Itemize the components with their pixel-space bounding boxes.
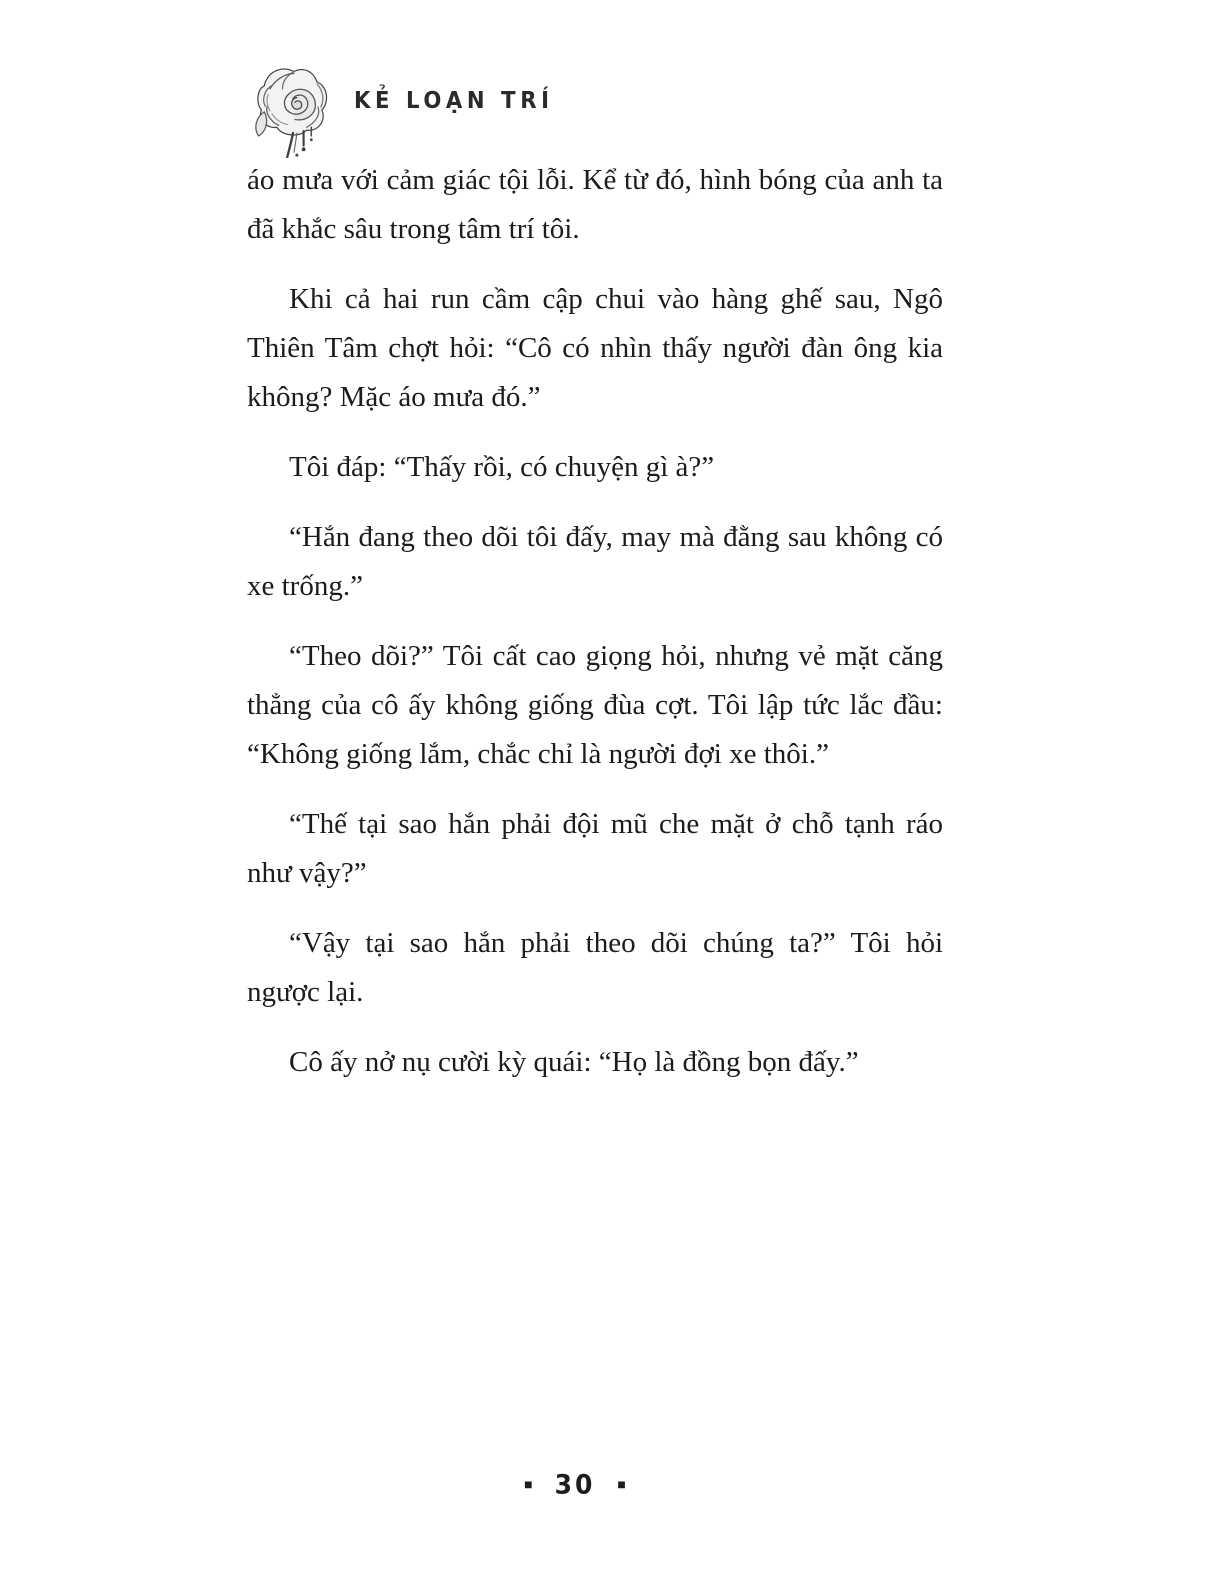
rose-icon [250,60,338,158]
page-number: 30 [554,1469,596,1500]
running-header [250,60,571,160]
book-title: KẺ LOẠN TRÍ [354,88,554,114]
paragraph: áo mưa với cảm giác tội lỗi. Kể từ đó, hình bóng của anh ta đã khắc sâu trong tâm trí tôi. [247,164,943,245]
paragraph: “Vậy tại sao hắn phải theo dõi chúng ta?” Tôi hỏi ngược lại. [247,927,943,1008]
paragraph: “Theo dõi?” Tôi cất cao giọng hỏi, nhưng vẻ mặt căng thẳng của cô ấy không giống đùa cợt. Tôi lập tức lắc đầu: “Không giống lắm, chắc chỉ là người đợi xe thôi.” [247,640,943,770]
paragraph: Tôi đáp: “Thấy rồi, có chuyện gì à?” [289,451,715,483]
paragraph: “Thế tại sao hắn phải đội mũ che mặt ở chỗ tạnh ráo như vậy?” [247,808,943,889]
paragraph: Khi cả hai run cầm cập chui vào hàng ghế sau, Ngô Thiên Tâm chợt hỏi: “Cô có nhìn thấy người đàn ông kia không? Mặc áo mưa đó.” [247,283,943,413]
page-footer [247,1469,903,1500]
paragraph: “Hắn đang theo dõi tôi đấy, may mà đằng sau không có xe trống.” [247,521,943,602]
page-text [247,156,943,1087]
footer-ornament-right: ■ [617,1478,626,1493]
paragraph: Cô ấy nở nụ cười kỳ quái: “Họ là đồng bọn đấy.” [289,1046,859,1078]
footer-ornament-left: ■ [524,1478,533,1493]
